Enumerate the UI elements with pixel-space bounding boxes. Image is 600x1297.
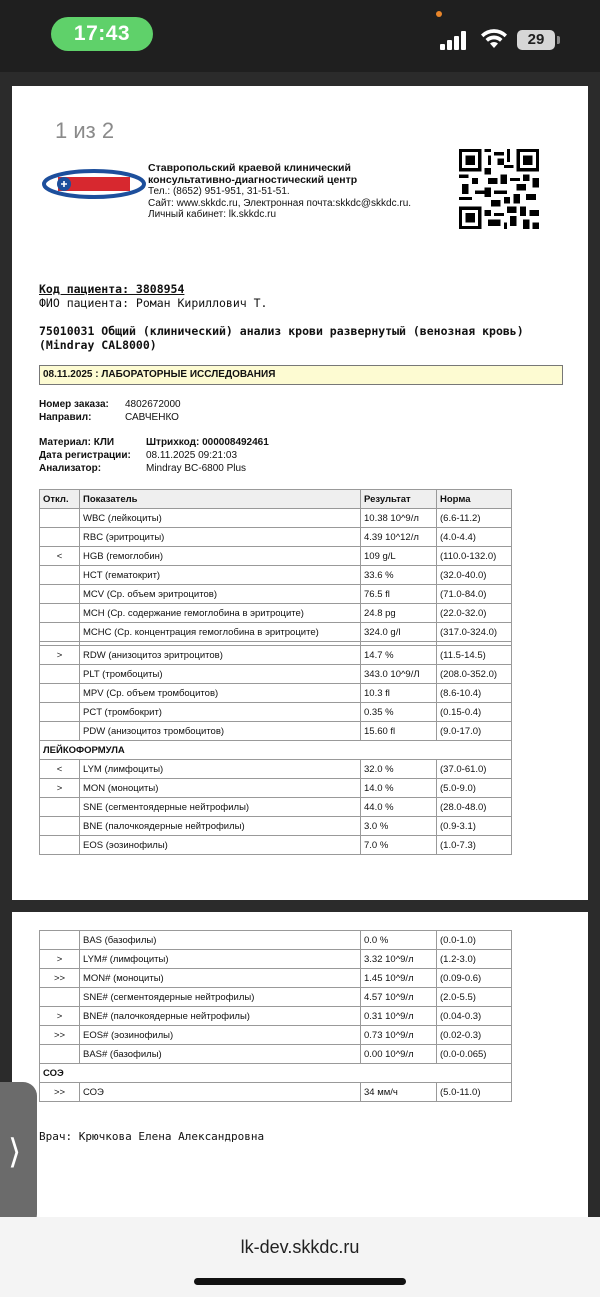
cell-indicator: BAS (базофилы) (80, 931, 361, 950)
diagnostic-center-logo (42, 164, 146, 204)
cell-indicator: PDW (анизоцитоз тромбоцитов) (80, 722, 361, 741)
cell-result: 7.0 % (361, 836, 437, 855)
cell-flag (40, 604, 80, 623)
table-body-soe (40, 1083, 512, 1102)
table-row (40, 988, 512, 1007)
table-body-leukoformula (40, 760, 512, 855)
table-row (40, 703, 512, 722)
cell-flag (40, 623, 80, 642)
org-site: Сайт: www.skkdc.ru, Электронная почта:skkdc@skkdc.ru. (148, 197, 412, 209)
home-indicator[interactable] (194, 1278, 406, 1285)
org-name-line2: консультативно-диагностический центр (148, 173, 358, 186)
group-label-leukoformula: ЛЕЙКОФОРМУЛА (40, 741, 512, 760)
table-row (40, 931, 512, 950)
cell-indicator: LYM# (лимфоциты) (80, 950, 361, 969)
analysis-title (39, 324, 569, 352)
cell-flag (40, 528, 80, 547)
cell-indicator: SNE (сегментоядерные нейтрофилы) (80, 798, 361, 817)
cell-norm: (2.0-5.5) (437, 988, 512, 1007)
cell-norm: (0.9-3.1) (437, 817, 512, 836)
cell-flag: >> (40, 969, 80, 988)
cell-result: 0.0 % (361, 931, 437, 950)
cell-indicator: PLT (тромбоциты) (80, 665, 361, 684)
table-row (40, 817, 512, 836)
table-row (40, 798, 512, 817)
cell-flag (40, 988, 80, 1007)
cell-flag (40, 722, 80, 741)
cell-indicator: HCT (гематокрит) (80, 566, 361, 585)
cell-flag (40, 931, 80, 950)
cell-result: 10.3 fl (361, 684, 437, 703)
table-body-cbc (40, 509, 512, 642)
org-name-line1: Ставропольский краевой клинический (148, 162, 351, 174)
cell-flag: >> (40, 1026, 80, 1045)
cell-result: 44.0 % (361, 798, 437, 817)
cell-norm: (5.0-11.0) (437, 1083, 512, 1102)
clock-pill[interactable]: 17:43 (51, 17, 153, 51)
cell-norm: (37.0-61.0) (437, 760, 512, 779)
order-number-value: 4802672000 (125, 399, 181, 410)
cell-norm: (0.0-1.0) (437, 931, 512, 950)
cell-norm: (8.6-10.4) (437, 684, 512, 703)
cell-norm: (6.6-11.2) (437, 509, 512, 528)
analysis-title-line2: (Mindray CAL8000) (39, 338, 157, 352)
cell-norm: (0.0-0.065) (437, 1045, 512, 1064)
document-page-2 (12, 912, 588, 1217)
cell-result: 76.5 fl (361, 585, 437, 604)
cell-norm: (0.15-0.4) (437, 703, 512, 722)
cell-norm: (0.04-0.3) (437, 1007, 512, 1026)
cell-indicator: SNE# (сегментоядерные нейтрофилы) (80, 988, 361, 1007)
cell-indicator: RBC (эритроциты) (80, 528, 361, 547)
cellular-signal-icon (440, 30, 470, 50)
cell-norm: (5.0-9.0) (437, 779, 512, 798)
battery-icon: 29 (517, 30, 555, 50)
document-page-1 (12, 86, 588, 900)
analysis-title-line1: 75010031 Общий (клинический) анализ крови развернутый (венозная кровь) (39, 324, 524, 338)
cell-result: 4.39 10^12/л (361, 528, 437, 547)
cell-result: 0.31 10^9/л (361, 1007, 437, 1026)
table-row (40, 1045, 512, 1064)
cell-flag (40, 566, 80, 585)
cell-indicator: MCH (Ср. содержание гемоглобина в эритроците) (80, 604, 361, 623)
group-label-soe: СОЭ (40, 1064, 512, 1083)
table-row (40, 566, 512, 585)
cell-indicator: RDW (анизоцитоз эритроцитов) (80, 646, 361, 665)
cell-flag (40, 817, 80, 836)
chevron-right-icon: ⟩ (8, 1133, 22, 1171)
cell-indicator: СОЭ (80, 1083, 361, 1102)
header-name: Показатель (80, 490, 361, 509)
table-body-platelets (40, 646, 512, 741)
cell-result: 24.8 pg (361, 604, 437, 623)
cell-result: 1.45 10^9/л (361, 969, 437, 988)
cell-result: 4.57 10^9/л (361, 988, 437, 1007)
table-header-row (40, 490, 512, 509)
cell-flag: < (40, 760, 80, 779)
table-row (40, 623, 512, 642)
cell-norm: (110.0-132.0) (437, 547, 512, 566)
referrer-label: Направил: (39, 412, 92, 423)
cell-indicator: EOS# (эозинофилы) (80, 1026, 361, 1045)
table-row (40, 722, 512, 741)
table-row (40, 1007, 512, 1026)
cell-norm: (0.09-0.6) (437, 969, 512, 988)
status-bar (0, 0, 600, 72)
cell-indicator: MCHC (Ср. концентрация гемоглобина в эритроците) (80, 623, 361, 642)
table-body-absolute (40, 931, 512, 1064)
analyzer-label: Анализатор: (39, 463, 102, 474)
cell-indicator: PCT (тромбокрит) (80, 703, 361, 722)
cell-result: 324.0 g/l (361, 623, 437, 642)
table-row (40, 547, 512, 566)
cell-flag (40, 703, 80, 722)
table-row (40, 528, 512, 547)
table-row (40, 969, 512, 988)
cell-result: 15.60 fl (361, 722, 437, 741)
cell-indicator: MPV (Ср. объем тромбоцитов) (80, 684, 361, 703)
order-number-label: Номер заказа: (39, 399, 109, 410)
organization-header (148, 163, 411, 221)
header-result: Результат (361, 490, 437, 509)
cell-result: 10.38 10^9/л (361, 509, 437, 528)
registration-label: Дата регистрации: (39, 450, 131, 461)
table-row (40, 509, 512, 528)
org-cabinet: Личный кабинет: lk.skkdc.ru (148, 209, 277, 220)
cell-flag: > (40, 1007, 80, 1026)
table-group-leuko (40, 741, 512, 760)
cell-flag: > (40, 646, 80, 665)
table-row (40, 836, 512, 855)
cell-indicator: BNE# (палочкоядерные нейтрофилы) (80, 1007, 361, 1026)
cell-result: 32.0 % (361, 760, 437, 779)
address-bar-url[interactable]: lk-dev.skkdc.ru (240, 1237, 360, 1257)
cell-indicator: LYM (лимфоциты) (80, 760, 361, 779)
page-navigation-tab[interactable] (0, 1082, 37, 1228)
cell-norm: (11.5-14.5) (437, 646, 512, 665)
cell-indicator: MON (моноциты) (80, 779, 361, 798)
cell-norm: (9.0-17.0) (437, 722, 512, 741)
cell-flag: < (40, 547, 80, 566)
cell-indicator: HGB (гемоглобин) (80, 547, 361, 566)
table-row (40, 779, 512, 798)
cell-indicator: MCV (Ср. объем эритроцитов) (80, 585, 361, 604)
table-row (40, 684, 512, 703)
page-indicator: 1 из 2 (55, 118, 115, 143)
table-row (40, 585, 512, 604)
table-group-soe (40, 1064, 512, 1083)
cell-norm: (317.0-324.0) (437, 623, 512, 642)
cell-result: 14.7 % (361, 646, 437, 665)
cell-result: 0.73 10^9/л (361, 1026, 437, 1045)
cell-norm: (0.02-0.3) (437, 1026, 512, 1045)
doctor-name: Врач: Крючкова Елена Александровна (39, 1130, 265, 1143)
cell-result: 3.32 10^9/л (361, 950, 437, 969)
table-row (40, 760, 512, 779)
cell-flag: >> (40, 1083, 80, 1102)
results-table-page1 (39, 489, 512, 855)
results-table-page2 (39, 930, 512, 1102)
cell-norm: (32.0-40.0) (437, 566, 512, 585)
cell-result: 343.0 10^9/Л (361, 665, 437, 684)
cell-norm: (4.0-4.4) (437, 528, 512, 547)
cell-indicator: MON# (моноциты) (80, 969, 361, 988)
table-row (40, 1083, 512, 1102)
cell-norm: (22.0-32.0) (437, 604, 512, 623)
header-norm: Норма (437, 490, 512, 509)
cell-norm: (1.2-3.0) (437, 950, 512, 969)
material-label: Материал: КЛИ (39, 437, 115, 448)
table-row (40, 665, 512, 684)
cell-indicator: EOS (эозинофилы) (80, 836, 361, 855)
cell-flag (40, 1045, 80, 1064)
battery-tip (557, 36, 560, 44)
cell-norm: (1.0-7.3) (437, 836, 512, 855)
analyzer-value: Mindray BC-6800 Plus (146, 463, 247, 474)
table-row (40, 1026, 512, 1045)
cell-result: 14.0 % (361, 779, 437, 798)
patient-code: Код пациента: 3808954 (39, 282, 185, 296)
org-phone: Тел.: (8652) 951-951, 31-51-51. (148, 186, 290, 197)
cell-result: 0.00 10^9/л (361, 1045, 437, 1064)
registration-value: 08.11.2025 09:21:03 (146, 450, 238, 461)
cell-flag (40, 684, 80, 703)
lab-section-banner: 08.11.2025 : ЛАБОРАТОРНЫЕ ИССЛЕДОВАНИЯ (39, 365, 563, 385)
cell-flag (40, 836, 80, 855)
table-row (40, 950, 512, 969)
cell-norm: (28.0-48.0) (437, 798, 512, 817)
cell-flag: > (40, 950, 80, 969)
qr-code (459, 149, 539, 229)
table-row (40, 604, 512, 623)
cell-norm: (208.0-352.0) (437, 665, 512, 684)
browser-bottom-bar (0, 1217, 600, 1297)
table-row (40, 646, 512, 665)
wifi-icon (480, 28, 508, 50)
cell-flag (40, 798, 80, 817)
privacy-indicator-dot (436, 11, 442, 17)
cell-result: 34 мм/ч (361, 1083, 437, 1102)
cell-flag (40, 585, 80, 604)
cell-indicator: BNE (палочкоядерные нейтрофилы) (80, 817, 361, 836)
cell-result: 0.35 % (361, 703, 437, 722)
cell-flag: > (40, 779, 80, 798)
cell-flag (40, 665, 80, 684)
cell-norm: (71.0-84.0) (437, 585, 512, 604)
cell-result: 109 g/L (361, 547, 437, 566)
cell-indicator: WBC (лейкоциты) (80, 509, 361, 528)
cell-result: 33.6 % (361, 566, 437, 585)
cell-flag (40, 509, 80, 528)
cell-result: 3.0 % (361, 817, 437, 836)
barcode: Штрихкод: 000008492461 (146, 437, 269, 448)
header-flag: Откл. (40, 490, 80, 509)
patient-name: ФИО пациента: Роман Кириллович Т. (39, 296, 268, 310)
cell-indicator: BAS# (базофилы) (80, 1045, 361, 1064)
referrer-value: САВЧЕНКО (125, 412, 179, 423)
